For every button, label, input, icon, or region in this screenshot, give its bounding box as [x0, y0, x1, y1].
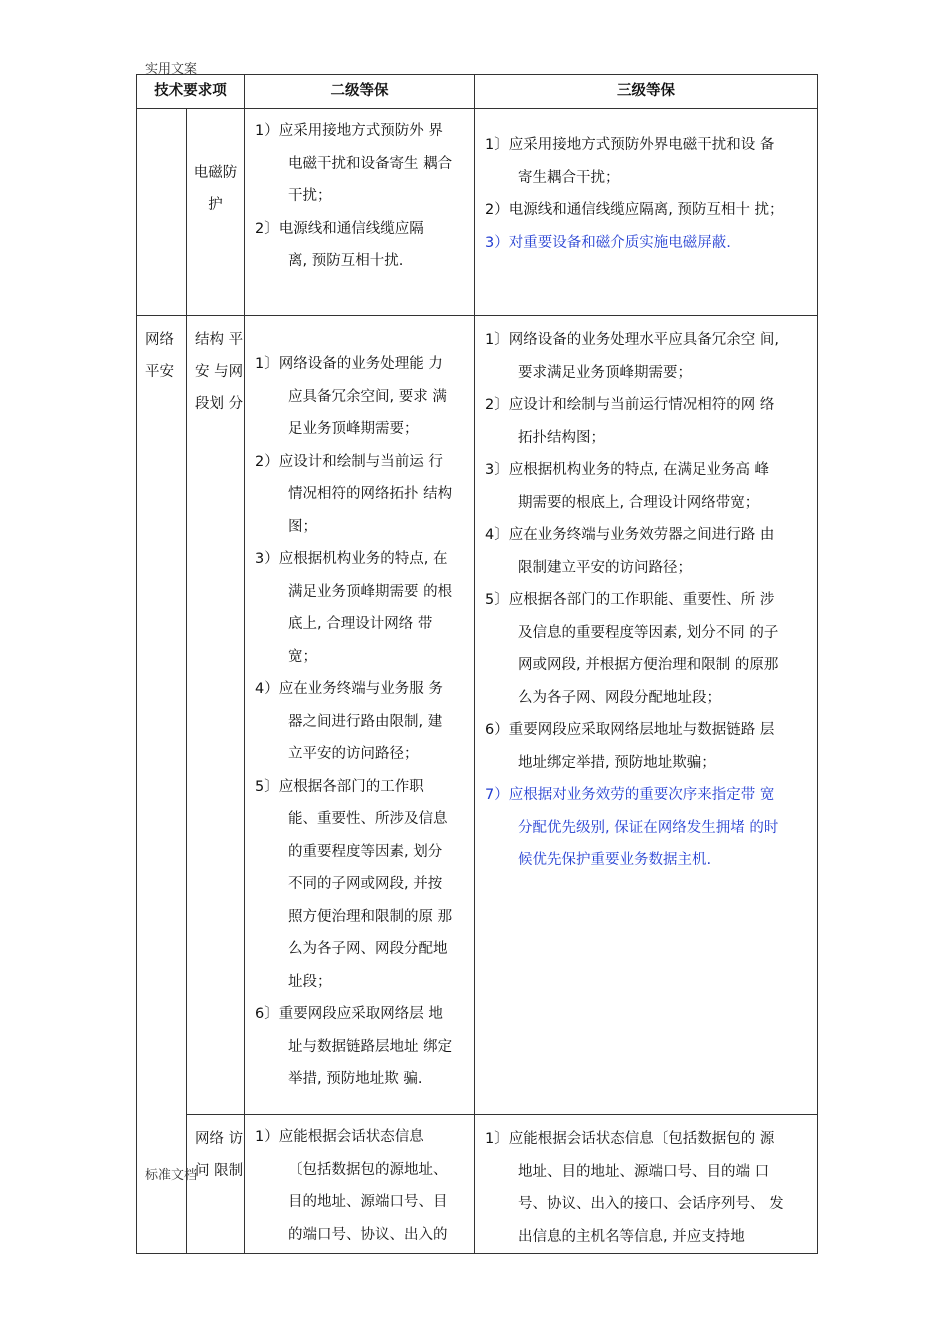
page-footer: 标准文档 — [145, 1168, 198, 1183]
item-text: 对重要设备和磁介质实施电磁屏蔽. — [508, 234, 731, 251]
table-row-em — [137, 109, 818, 316]
item-text-continued: 号、协议、出入的接口、会话序列号、 发 — [518, 1196, 784, 1212]
list-item — [255, 213, 472, 278]
list-item — [255, 348, 472, 446]
item-text: 重要网段应采取网络层 地 — [278, 1006, 443, 1022]
item-text-continued: 期需要的根底上, 合理设计网络带宽； — [518, 494, 760, 511]
level2-cell-acc — [245, 1115, 475, 1254]
item-number: 1〕 — [485, 137, 509, 153]
item-number: 1〕 — [485, 332, 509, 348]
item-number: 2〕 — [485, 397, 509, 413]
item-text-continued: 应具备冗余空间, 要求 满 — [288, 388, 447, 405]
item-text-continued: 址与数据链路层地址 绑定 — [288, 1038, 453, 1055]
subcategory-structure-security: 结构 平安 与网段划 分 — [187, 316, 245, 1115]
item-text-continued: 足业务顶峰期需要； — [288, 421, 419, 437]
table-row-net-structure — [137, 316, 818, 1115]
item-text: 电源线和通信线缆应隔离, 预防互相十 扰； — [508, 202, 784, 218]
item-text: 应根据各部门的工作职能、重要性、所 涉 — [508, 592, 775, 608]
item-text-continued: 的重要程度等因素, 划分 — [288, 843, 443, 860]
item-number: 1） — [255, 1129, 279, 1145]
item-text-continued: 址段； — [288, 973, 332, 990]
item-text: 电源线和通信线缆应隔 — [278, 220, 424, 237]
list-item — [485, 324, 815, 389]
item-text-continued: 限制建立平安的访问路径； — [518, 559, 692, 576]
item-text-continued: 么为各子网、网段分配地址段； — [518, 689, 721, 706]
item-text-continued: 候优先保护重要业务数据主机. — [518, 852, 712, 868]
list-item — [485, 584, 815, 714]
item-text-continued: 寄生耦合干扰； — [518, 169, 620, 186]
item-text-continued: 地址、目的地址、源端口号、目的端 口 — [518, 1163, 770, 1180]
item-text-continued: 举措, 预防地址欺 骗. — [288, 1071, 423, 1087]
item-number: 6） — [485, 722, 509, 738]
list-item — [485, 129, 815, 194]
item-text: 应采用接地方式预防外界电磁干扰和设 备 — [508, 137, 775, 153]
category-network-security: 网络平安 — [137, 316, 187, 1254]
item-number: 7） — [485, 787, 509, 803]
item-text-continued: 拓扑结构图； — [518, 429, 605, 446]
item-number: 3） — [485, 234, 509, 251]
item-text-continued: 出信息的主机名等信息, 并应支持地 — [518, 1228, 745, 1245]
item-text-continued: 情况相符的网络拓扑 结构 — [288, 486, 453, 502]
item-text: 应根据对业务效劳的重要次序来指定带 宽 — [508, 787, 775, 803]
item-number: 1） — [255, 123, 279, 139]
list-item — [485, 454, 815, 519]
item-text-continued: 地址绑定举措, 预防地址欺骗； — [518, 754, 716, 771]
list-item — [255, 446, 472, 544]
item-number: 2〕 — [255, 220, 279, 237]
item-text: 应根据机构业务的特点, 在满足业务高 峰 — [508, 462, 770, 478]
header-tech-requirement: 技术要求项 — [137, 75, 245, 109]
list-item — [255, 673, 472, 771]
item-number: 3〕 — [485, 462, 509, 478]
item-text: 应在业务终端与业务服 务 — [278, 681, 443, 697]
item-text-continued: 么为各子网、网段分配地 — [288, 941, 448, 957]
list-item — [485, 389, 815, 454]
item-text: 应根据各部门的工作职 — [278, 778, 424, 795]
item-number: 1〕 — [485, 1131, 509, 1147]
item-text-continued: 电磁干扰和设备寄生 耦合 — [288, 155, 453, 172]
item-text-continued: 〔包括数据包的源地址、 — [288, 1161, 448, 1178]
list-item — [485, 1123, 815, 1253]
category-cell-empty — [137, 109, 187, 316]
list-item — [255, 771, 472, 999]
item-number: 5〕 — [485, 592, 509, 608]
item-text-continued: 目的地址、源端口号、目 — [288, 1194, 448, 1210]
level3-cell-em — [475, 109, 818, 316]
item-text-continued: 的端口号、协议、出入的 — [288, 1226, 448, 1243]
item-text: 应根据机构业务的特点, 在 — [278, 551, 448, 567]
subcategory-access-control: 网络 访问 限制 — [187, 1115, 245, 1254]
item-text: 应在业务终端与业务效劳器之间进行路 由 — [508, 527, 775, 543]
list-item — [255, 1121, 472, 1251]
item-text-continued: 及信息的重要程度等因素, 划分不同 的子 — [518, 624, 779, 641]
item-text-continued: 要求满足业务顶峰期需要； — [518, 364, 692, 381]
header-level-3: 三级等保 — [475, 75, 818, 109]
list-item — [485, 714, 815, 779]
item-text-continued: 不同的子网或网段, 并按 — [288, 876, 443, 892]
item-text-continued: 图； — [288, 518, 317, 535]
item-text-continued: 宽； — [288, 648, 317, 665]
item-number: 2） — [255, 453, 279, 470]
item-text-continued: 离, 预防互相十扰. — [288, 253, 404, 269]
item-text-continued: 立平安的访问路径； — [288, 746, 419, 762]
list-item — [255, 543, 472, 673]
list-item — [255, 115, 472, 213]
item-number: 4〕 — [485, 527, 509, 543]
level3-cell-net — [475, 316, 818, 1115]
item-text: 应能根据会话状态信息〔包括数据包的 源 — [508, 1131, 775, 1147]
item-number: 1〕 — [255, 356, 279, 372]
page-header: 实用文案 — [145, 62, 198, 77]
header-level-2: 二级等保 — [245, 75, 475, 109]
level2-cell-net — [245, 316, 475, 1115]
list-item — [485, 194, 815, 227]
item-text-continued: 网或网段, 并根据方便治理和限制 的原那 — [518, 657, 779, 673]
item-number: 6〕 — [255, 1006, 279, 1022]
table-header-row — [137, 75, 818, 109]
item-text-continued: 满足业务顶峰期需要 的根 — [288, 583, 453, 600]
item-text-continued: 器之间进行路由限制, 建 — [288, 713, 443, 730]
item-text: 应能根据会话状态信息 — [278, 1129, 424, 1145]
list-item — [485, 519, 815, 584]
item-text-continued: 干扰； — [288, 188, 332, 204]
item-number: 2） — [485, 202, 509, 218]
item-text: 网络设备的业务处理能 力 — [278, 356, 443, 372]
item-text-continued: 能、重要性、所涉及信息 — [288, 811, 448, 827]
item-text: 应设计和绘制与当前运 行 — [278, 453, 443, 470]
requirements-table — [136, 74, 818, 1254]
level2-cell-em — [245, 109, 475, 316]
list-item — [255, 998, 472, 1096]
item-text: 网络设备的业务处理水平应具备冗余空 间, — [508, 332, 779, 348]
item-text-continued: 分配优先级别, 保证在网络发生拥堵 的时 — [518, 819, 779, 836]
item-text: 应采用接地方式预防外 界 — [278, 123, 443, 139]
item-number: 5〕 — [255, 778, 279, 795]
list-item — [485, 779, 815, 877]
level3-cell-acc — [475, 1115, 818, 1254]
item-number: 4） — [255, 681, 279, 697]
item-text: 重要网段应采取网络层地址与数据链路 层 — [508, 722, 775, 738]
table-row-access-control — [137, 1115, 818, 1254]
list-item — [485, 227, 815, 260]
subcategory-em-protection: 电磁防护 — [187, 109, 245, 316]
item-text-continued: 照方便治理和限制的原 那 — [288, 908, 453, 925]
item-text-continued: 底上, 合理设计网络 带 — [288, 616, 433, 632]
item-text: 应设计和绘制与当前运行情况相符的网 络 — [508, 397, 775, 413]
item-number: 3） — [255, 551, 279, 567]
